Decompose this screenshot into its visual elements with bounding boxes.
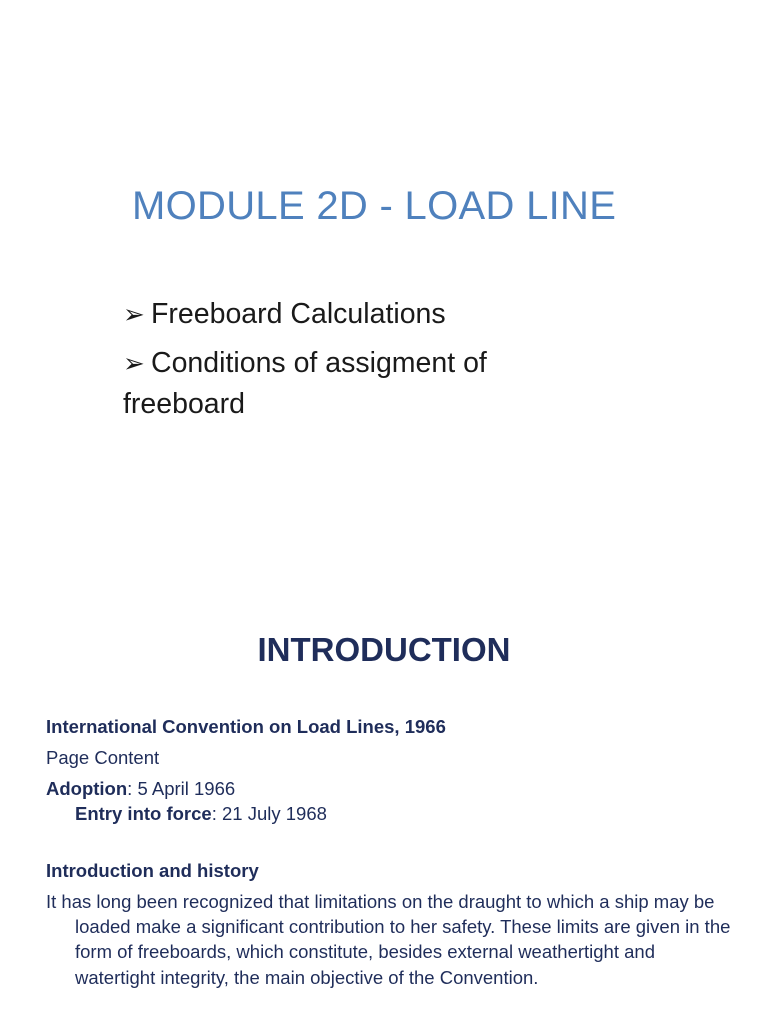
adoption-label: Adoption [46,778,128,799]
history-paragraph: It has long been recognized that limitations on the draught to which a ship may be loaded make a significant contribution to her safety. These limits are given in the form of freeboards, which constitute, besides external weathertight and watertight integrity, the main objective of the Convention. [46,891,731,988]
page-content-label: Page Content [46,747,160,768]
arrow-bullet-icon: ➢ [123,299,145,329]
bullet-text: Freeboard Calculations [151,298,446,330]
entry-into-force-line [75,802,755,826]
history-heading: Introduction and history [46,860,259,881]
bullet-item [123,294,593,335]
adoption-line [46,777,726,801]
bullet-text: Conditions of assigment of freeboard [123,347,487,420]
entry-into-force-label: Entry into force [75,803,212,824]
bullet-item [123,343,593,425]
convention-title: International Convention on Load Lines, 1966 [46,716,446,737]
entry-into-force-date: : 21 July 1968 [211,803,327,824]
module-title: MODULE 2D - LOAD LINE [132,184,617,228]
bullet-list [123,294,593,433]
adoption-date: : 5 April 1966 [127,778,236,799]
arrow-bullet-icon: ➢ [123,348,145,378]
introduction-heading: INTRODUCTION [257,631,511,668]
